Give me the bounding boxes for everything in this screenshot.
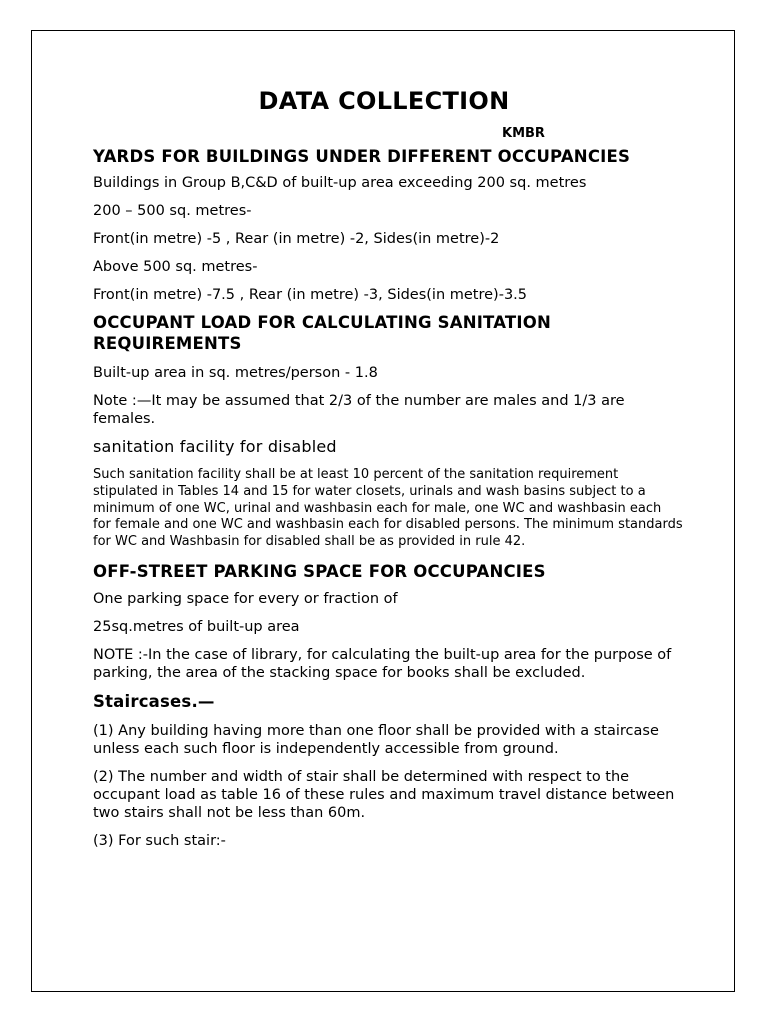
yards-line: Buildings in Group B,C&D of built-up area exceeding 200 sq. metres [93,175,587,191]
occupant-heading: OCCUPANT LOAD FOR CALCULATING SANITATION REQUIREMENTS [93,313,551,353]
disabled-body: Such sanitation facility shall be at least 10 percent of the sanitation requirement stipulated in Tables 14 and 15 for water closets, urinals and wash basins subject to a minimum of one WC, urinal and washbasin each for male, one WC and washbasin each for female and one WC and washbasin each for disabled persons. The minimum standards for WC and Washbasin for disabled shall be as provided in rule 42. [93,467,683,550]
staircase-item: (2) The number and width of stair shall be determined with respect to the occupant load as table 16 of these rules and maximum travel distance between two stairs shall not be less than 60m. [93,768,675,821]
disabled-heading: sanitation facility for disabled [93,437,337,456]
yards-line: Front(in metre) -7.5 , Rear (in metre) -3, Sides(in metre)-3.5 [93,287,528,303]
yards-line: Front(in metre) -5 , Rear (in metre) -2, Sides(in metre)-2 [93,231,500,247]
occupant-note: Note :—It may be assumed that 2/3 of the number are males and 1/3 are females. [93,393,625,427]
staircase-item: (1) Any building having more than one floor shall be provided with a staircase unless each such floor is independently accessible from ground. [93,722,659,757]
source-label: KMBR [502,126,545,141]
parking-line: 25sq.metres of built-up area [93,618,300,635]
yards-line: 200 – 500 sq. metres- [93,203,252,219]
document-content [93,86,683,850]
yards-heading: YARDS FOR BUILDINGS UNDER DIFFERENT OCCUPANCIES [93,147,631,166]
staircases-heading: Staircases.— [93,691,215,711]
occupant-line: Built-up area in sq. metres/person - 1.8 [93,365,378,381]
yards-line: Above 500 sq. metres- [93,259,258,275]
parking-note: NOTE :-In the case of library, for calculating the built-up area for the purpose of parking, the area of the stacking space for books shall be excluded. [93,646,672,681]
parking-line: One parking space for every or fraction of [93,590,398,607]
parking-heading: OFF-STREET PARKING SPACE FOR OCCUPANCIES [93,561,546,581]
staircase-item: (3) For such stair:- [93,832,226,849]
document-title: DATA COLLECTION [258,87,510,115]
